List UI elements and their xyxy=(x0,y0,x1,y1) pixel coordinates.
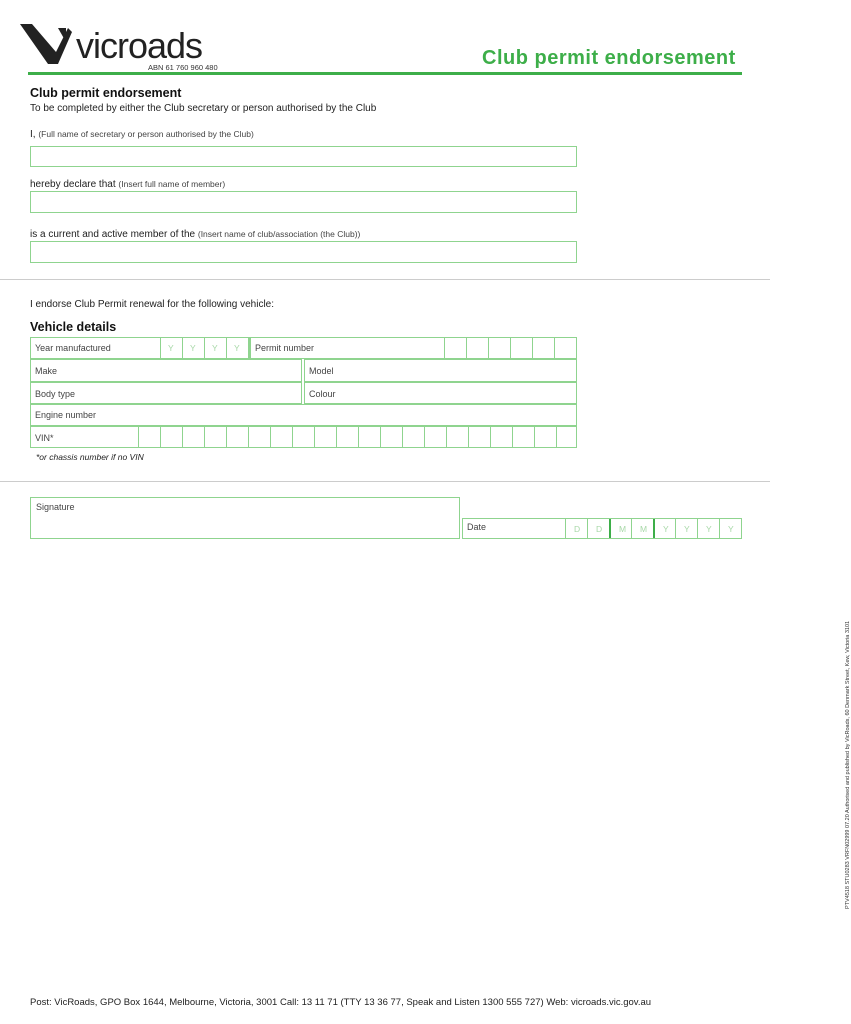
club-hint: (Insert name of club/association (the Club)) xyxy=(197,229,361,239)
section-heading: Club permit endorsement xyxy=(30,86,182,100)
date-ph: D xyxy=(574,524,581,534)
year-ph: Y xyxy=(190,343,196,353)
vin-cell[interactable] xyxy=(314,427,315,447)
date-row xyxy=(462,518,742,539)
vin-cell[interactable] xyxy=(446,427,447,447)
date-ph: M xyxy=(619,524,627,534)
vin-cell[interactable] xyxy=(490,427,491,447)
colour-label: Colour xyxy=(309,389,336,399)
colour-field[interactable] xyxy=(304,382,577,404)
vehicle-details-heading: Vehicle details xyxy=(30,320,117,334)
member-name-field[interactable] xyxy=(30,191,577,213)
year-permit-row xyxy=(30,337,577,359)
secretary-name-field[interactable] xyxy=(30,146,577,167)
make-field[interactable] xyxy=(30,359,302,382)
endorse-intro: I endorse Club Permit renewal for the following vehicle: xyxy=(30,299,275,310)
header-rule xyxy=(28,72,742,75)
secretary-lead: I, xyxy=(30,129,36,140)
engine-number-field[interactable] xyxy=(30,404,577,426)
vin-cell[interactable] xyxy=(358,427,359,447)
divider xyxy=(0,279,770,280)
vin-label: VIN* xyxy=(35,433,54,443)
side-publication-note: PTV4518 STU0283 VRFN02999 07.20 Authorised and published by VicRoads, 60 Denmark Street, Kew, Victoria 3101 xyxy=(845,620,851,909)
year-ph: Y xyxy=(234,343,240,353)
vin-cell[interactable] xyxy=(534,427,535,447)
date-cell[interactable] xyxy=(609,519,627,538)
vin-cell[interactable] xyxy=(402,427,403,447)
signature-field[interactable] xyxy=(30,497,460,539)
year-cell[interactable] xyxy=(182,338,196,358)
date-cell[interactable] xyxy=(653,519,669,538)
permit-label-cell xyxy=(248,338,315,358)
member-name-label xyxy=(30,179,225,190)
vin-cell[interactable] xyxy=(380,427,381,447)
divider xyxy=(0,481,770,482)
permit-cell[interactable] xyxy=(532,338,533,358)
body-type-field[interactable] xyxy=(30,382,302,404)
date-cell[interactable] xyxy=(719,519,734,538)
permit-cell[interactable] xyxy=(510,338,511,358)
permit-cell[interactable] xyxy=(554,338,555,358)
footer-contact: Post: VicRoads, GPO Box 1644, Melbourne, Victoria, 3001 Call: 13 11 71 (TTY 13 36 77, Speak and Listen 1300 555 727) Web: vicroads.vic.gov.au xyxy=(30,997,652,1008)
date-cell[interactable] xyxy=(631,519,648,538)
vin-cell[interactable] xyxy=(556,427,557,447)
vicroads-logo-text: vicroads xyxy=(76,25,203,66)
vin-cell[interactable] xyxy=(182,427,183,447)
permit-cell[interactable] xyxy=(444,338,445,358)
member-lead: hereby declare that xyxy=(30,179,116,190)
vin-row xyxy=(30,426,577,448)
vin-cell[interactable] xyxy=(512,427,513,447)
vin-cell[interactable] xyxy=(270,427,271,447)
vin-cell[interactable] xyxy=(226,427,227,447)
vin-cell[interactable] xyxy=(336,427,337,447)
permit-cell[interactable] xyxy=(466,338,467,358)
year-cell[interactable] xyxy=(204,338,218,358)
year-cell[interactable] xyxy=(160,338,174,358)
section-subtitle: To be completed by either the Club secretary or person authorised by the Club xyxy=(30,103,377,114)
body-type-label: Body type xyxy=(35,389,76,399)
vin-cell[interactable] xyxy=(292,427,293,447)
date-ph: Y xyxy=(706,524,712,534)
date-ph: Y xyxy=(728,524,734,534)
club-name-field[interactable] xyxy=(30,241,577,263)
form-title: Club permit endorsement xyxy=(482,47,736,69)
year-ph: Y xyxy=(212,343,218,353)
signature-label: Signature xyxy=(36,502,75,512)
date-cell[interactable] xyxy=(675,519,690,538)
secretary-name-label xyxy=(30,129,254,140)
vin-cell[interactable] xyxy=(248,427,249,447)
date-ph: Y xyxy=(684,524,690,534)
model-label: Model xyxy=(309,366,334,376)
engine-number-label: Engine number xyxy=(35,410,97,420)
vin-note: *or chassis number if no VIN xyxy=(36,452,144,462)
year-label: Year manufactured xyxy=(35,343,111,353)
club-lead: is a current and active member of the xyxy=(30,229,196,240)
club-name-label xyxy=(30,229,360,240)
vin-cell[interactable] xyxy=(424,427,425,447)
vin-cell[interactable] xyxy=(160,427,161,447)
year-ph: Y xyxy=(168,343,174,353)
date-ph: D xyxy=(596,524,603,534)
date-ph: M xyxy=(640,524,648,534)
model-field[interactable] xyxy=(304,359,577,382)
date-cell[interactable] xyxy=(565,519,581,538)
date-cell[interactable] xyxy=(587,519,603,538)
vin-cell[interactable] xyxy=(468,427,469,447)
permit-label: Permit number xyxy=(255,343,315,353)
secretary-hint: (Full name of secretary or person authorised by the Club) xyxy=(38,129,254,139)
abn-number: ABN 61 760 960 480 xyxy=(148,63,218,72)
year-cell[interactable] xyxy=(226,338,240,358)
vin-cell[interactable] xyxy=(138,427,139,447)
date-label: Date xyxy=(467,522,487,532)
member-hint: (Insert full name of member) xyxy=(118,179,226,189)
make-label: Make xyxy=(35,366,58,376)
date-ph: Y xyxy=(663,524,669,534)
date-cell[interactable] xyxy=(697,519,712,538)
vin-cell[interactable] xyxy=(204,427,205,447)
vicroads-logo-mark xyxy=(18,22,74,66)
permit-cell[interactable] xyxy=(488,338,489,358)
